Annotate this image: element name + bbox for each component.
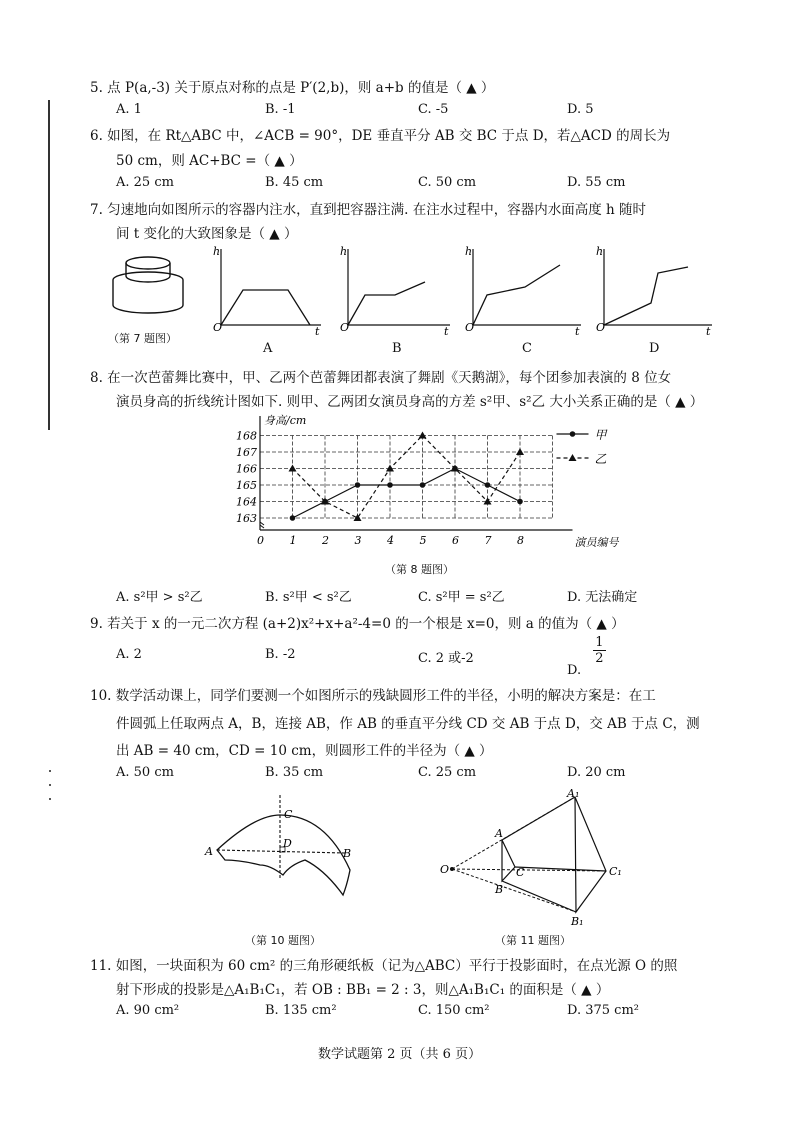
- q7d-h-label: h: [596, 245, 604, 258]
- q7-stem-line2: 间 t 变化的大致图象是（ ▲ ）: [116, 226, 298, 242]
- q5-option-c: C. -5: [418, 102, 449, 117]
- q11-label-b1: B₁: [571, 915, 584, 928]
- q6-option-c: C. 50 cm: [418, 175, 477, 190]
- chart-legend-marker: [570, 431, 576, 437]
- q6-stem-line2: 50 cm，则 AC+BC =（ ▲ ）: [116, 153, 303, 169]
- q11-stem-line2: 射下形成的投影是△A₁B₁C₁，若 OB : BB₁ = 2 : 3，则△A₁B₁C₁ 的面积是（ ▲ ）: [116, 982, 610, 998]
- chart-legend-label: 乙: [594, 452, 607, 466]
- chart-point-s2: [386, 465, 394, 472]
- q11-label-a: A: [495, 827, 503, 840]
- q6-option-d: D. 55 cm: [567, 175, 626, 190]
- q5-option-a: A. 1: [116, 102, 142, 117]
- q10-option-d: D. 20 cm: [567, 765, 626, 780]
- chart-xtick-label: 6: [452, 534, 459, 547]
- q10-stem-line1: 10. 数学活动课上，同学们要测一个如图所示的残缺圆形工件的半径，小明的解决方案是：在工: [90, 688, 656, 704]
- q9-option-a: A. 2: [116, 647, 142, 662]
- q8-caption: （第 8 题图）: [385, 563, 454, 576]
- chart-point-s2: [419, 432, 427, 439]
- chart-point-s1: [517, 499, 523, 505]
- q8-line-chart: [236, 412, 620, 557]
- chart-ytick-label: 168: [236, 429, 257, 443]
- chart-xtick-label: 2: [322, 534, 329, 547]
- chart-xtick-label: 1: [289, 534, 297, 547]
- margin-rule: [48, 100, 50, 430]
- q7-stem-line1: 7. 匀速地向如图所示的容器内注水，直到把容器注满. 在注水过程中，容器内水面高度 h 随时: [90, 202, 647, 218]
- q10-label-a: A: [205, 845, 213, 858]
- q7a-h-label: h: [213, 245, 221, 258]
- chart-point-s1: [290, 515, 296, 521]
- q7-graph-d-label: D: [649, 341, 660, 356]
- q11-option-c: C. 150 cm²: [418, 1003, 490, 1018]
- q5-option-b: B. -1: [265, 102, 296, 117]
- margin-dot: [49, 770, 51, 772]
- chart-point-s1: [355, 482, 361, 488]
- q7d-t-label: t: [706, 325, 711, 338]
- q10-option-c: C. 25 cm: [418, 765, 477, 780]
- q11-stem-line1: 11. 如图，一块面积为 60 cm² 的三角形硬纸板（记为△ABC）平行于投影面时，在点光源 O 的照: [90, 958, 678, 974]
- q9-option-b: B. -2: [265, 647, 296, 662]
- chart-ytick-label: 163: [236, 512, 257, 525]
- q8-stem-line1: 8. 在一次芭蕾舞比赛中，甲、乙两个芭蕾舞团都表演了舞剧《天鹅湖》，每个团参加表演的 8 位女: [90, 370, 672, 386]
- q5-option-d: D. 5: [567, 102, 594, 117]
- margin-dot: [49, 784, 51, 786]
- q11-label-c: C: [516, 866, 525, 879]
- q9-option-c: C. 2 或-2: [418, 651, 474, 666]
- q10-label-b: B: [343, 847, 352, 860]
- chart-ytick-label: 167: [236, 446, 257, 459]
- q8-option-b: B. s²甲 < s²乙: [265, 590, 352, 605]
- q6-option-a: A. 25 cm: [116, 175, 174, 190]
- chart-xtick-label: 0: [257, 534, 264, 547]
- chart-axis-break: [260, 522, 264, 525]
- q10-option-a: A. 50 cm: [116, 765, 174, 780]
- q10-label-d: D: [283, 837, 292, 850]
- q7-graph-b-label: B: [392, 341, 402, 356]
- q8-option-c: C. s²甲 = s²乙: [418, 590, 505, 605]
- chart-xtick-label: 4: [387, 534, 394, 547]
- q7-graph-d: [596, 245, 716, 338]
- q7c-origin: O: [465, 321, 475, 334]
- page-footer: 数学试题第 2 页（共 6 页）: [318, 1047, 482, 1062]
- chart-ylabel: 身高/cm: [264, 414, 307, 427]
- q11-option-d: D. 375 cm²: [567, 1003, 639, 1018]
- q7-caption: （第 7 题图）: [108, 332, 177, 345]
- q9-option-d-prefix: D.: [567, 663, 582, 678]
- q7-container-figure: [105, 250, 185, 325]
- q10-figure: [195, 790, 365, 925]
- chart-series-line-2: [293, 436, 521, 519]
- q7-graph-c: [465, 245, 585, 338]
- chart-point-s2: [451, 465, 459, 472]
- q7c-t-label: t: [575, 325, 580, 338]
- q11-caption: （第 11 题图）: [495, 934, 571, 947]
- q7-graph-a: [213, 245, 323, 338]
- q9-option-d-fraction: [593, 635, 605, 666]
- q9-option-d-denominator: 2: [595, 651, 604, 666]
- q7-graph-a-label: A: [263, 341, 273, 356]
- q9-option-d-numerator: 1: [595, 635, 604, 650]
- chart-xlabel: 演员编号: [574, 536, 619, 549]
- q9-option-d: [567, 635, 606, 678]
- chart-legend-label: 甲: [594, 428, 607, 442]
- q10-label-c: C: [284, 808, 293, 821]
- chart-series-line-1: [293, 469, 521, 519]
- q7c-h-label: h: [465, 245, 473, 258]
- q7b-t-label: t: [444, 325, 449, 338]
- q10-caption: （第 10 题图）: [245, 934, 321, 947]
- q11-label-c1: C₁: [609, 865, 622, 878]
- q7b-origin: O: [340, 321, 350, 334]
- q6-option-b: B. 45 cm: [265, 175, 324, 190]
- q11-option-b: B. 135 cm²: [265, 1003, 337, 1018]
- q10-option-b: B. 35 cm: [265, 765, 324, 780]
- q7-graph-b: [340, 245, 455, 338]
- q11-label-a1: A₁: [567, 787, 580, 800]
- q8-option-a: A. s²甲 > s²乙: [116, 590, 203, 605]
- q7d-origin: O: [596, 321, 606, 334]
- chart-xtick-label: 8: [517, 534, 524, 547]
- margin-dot: [49, 798, 51, 800]
- q7-graph-c-label: C: [522, 341, 532, 356]
- q10-stem-line2: 件圆弧上任取两点 A，B，连接 AB，作 AB 的垂直平分线 CD 交 AB 于点 D，交 AB 于点 C，测: [116, 716, 700, 732]
- q8-stem-line2: 演员身高的折线统计图如下. 则甲、乙两团女演员身高的方差 s²甲、s²乙 大小关系正确的是（ ▲ ）: [116, 394, 704, 410]
- chart-xtick-label: 5: [419, 534, 427, 547]
- q7a-origin: O: [213, 321, 223, 334]
- q6-stem-line1: 6. 如图，在 Rt△ABC 中，∠ACB = 90°，DE 垂直平分 AB 交 BC 于点 D，若△ACD 的周长为: [90, 128, 671, 144]
- chart-xtick-label: 3: [354, 534, 362, 547]
- chart-ytick-label: 164: [236, 495, 257, 509]
- chart-ytick-label: 165: [236, 479, 257, 492]
- q9-stem: 9. 若关于 x 的一元二次方程 (a+2)x²+x+a²-4=0 的一个根是 x=0，则 a 的值为（ ▲ ）: [90, 616, 625, 632]
- q11-option-a: A. 90 cm²: [116, 1003, 180, 1018]
- q5-stem: 5. 点 P(a,-3) 关于原点对称的点是 P′(2,b)，则 a+b 的值是（ ▲ ）: [90, 80, 495, 96]
- chart-point-s1: [485, 482, 491, 488]
- q10-stem-line3: 出 AB = 40 cm，CD = 10 cm，则圆形工件的半径为（ ▲ ）: [116, 743, 493, 759]
- chart-point-s1: [387, 482, 393, 488]
- chart-xtick-label: 7: [484, 534, 492, 547]
- chart-point-s2: [354, 514, 362, 521]
- q7a-t-label: t: [315, 325, 320, 338]
- chart-legend-marker: [569, 454, 577, 461]
- chart-point-s2: [516, 448, 524, 455]
- q11-label-o: O: [440, 863, 450, 876]
- q8-option-d: D. 无法确定: [567, 590, 638, 605]
- q11-label-b: B: [495, 883, 504, 896]
- chart-point-s2: [289, 465, 297, 472]
- q7b-h-label: h: [340, 245, 348, 258]
- chart-axis-break: [260, 525, 264, 528]
- chart-point-s1: [420, 482, 426, 488]
- chart-ytick-label: 166: [236, 462, 257, 476]
- q11-figure: [440, 785, 640, 928]
